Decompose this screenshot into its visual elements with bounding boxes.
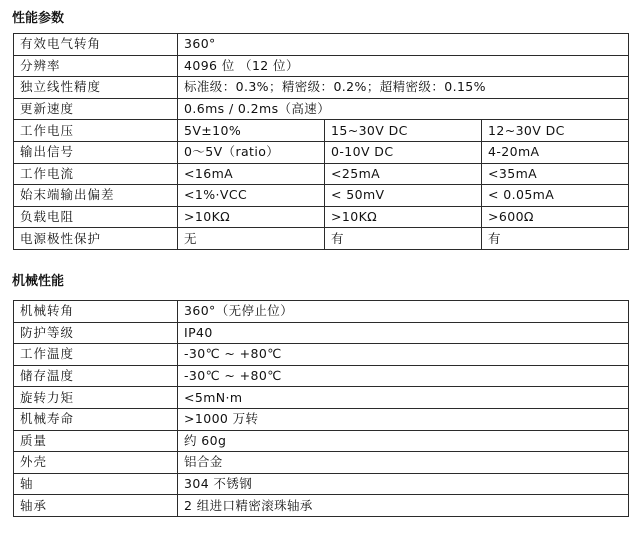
- table-row: [14, 77, 629, 99]
- spec-value: <35mA: [482, 163, 629, 185]
- spec-value: 0.6ms / 0.2ms（高速）: [178, 98, 629, 120]
- spec-value: 360°: [178, 34, 629, 56]
- table-row: [14, 34, 629, 56]
- spec-label: 轴: [14, 473, 178, 495]
- spec-label: 防护等级: [14, 322, 178, 344]
- spec-label: 工作温度: [14, 344, 178, 366]
- spec-value: 360°（无停止位）: [178, 301, 629, 323]
- table-row: [14, 120, 629, 142]
- spec-label: 储存温度: [14, 365, 178, 387]
- table-row: [14, 495, 629, 517]
- spec-label: 始末端输出偏差: [14, 185, 178, 207]
- spec-value: >10KΩ: [178, 206, 325, 228]
- spec-value: <25mA: [325, 163, 482, 185]
- spec-value: 有: [325, 228, 482, 250]
- spec-value: 4-20mA: [482, 141, 629, 163]
- spec-label: 工作电压: [14, 120, 178, 142]
- table-row: [14, 228, 629, 250]
- table-row: [14, 55, 629, 77]
- spec-value: -30℃ ~ +80℃: [178, 365, 629, 387]
- table-row: [14, 185, 629, 207]
- spec-label: 独立线性精度: [14, 77, 178, 99]
- spec-label: 负载电阻: [14, 206, 178, 228]
- spec-label: 外壳: [14, 452, 178, 474]
- spec-label: 轴承: [14, 495, 178, 517]
- spec-label: 旋转力矩: [14, 387, 178, 409]
- table-row: [14, 141, 629, 163]
- table-row: [14, 365, 629, 387]
- spec-value: -30℃ ~ +80℃: [178, 344, 629, 366]
- spec-value: 0-10V DC: [325, 141, 482, 163]
- spec-label: 工作电流: [14, 163, 178, 185]
- spec-label: 更新速度: [14, 98, 178, 120]
- table-row: [14, 452, 629, 474]
- spec-value: 4096 位 （12 位）: [178, 55, 629, 77]
- mechanical-spec-table: [13, 300, 629, 517]
- spec-value: 15~30V DC: [325, 120, 482, 142]
- spec-value: 铝合金: [178, 452, 629, 474]
- spec-value: 约 60g: [178, 430, 629, 452]
- performance-section-title: 性能参数: [12, 11, 65, 26]
- spec-value: IP40: [178, 322, 629, 344]
- spec-value: 12~30V DC: [482, 120, 629, 142]
- spec-label: 机械转角: [14, 301, 178, 323]
- table-row: [14, 322, 629, 344]
- spec-value: <16mA: [178, 163, 325, 185]
- spec-value: < 0.05mA: [482, 185, 629, 207]
- spec-value: 有: [482, 228, 629, 250]
- table-row: [14, 408, 629, 430]
- table-row: [14, 206, 629, 228]
- spec-value: 2 组进口精密滚珠轴承: [178, 495, 629, 517]
- spec-value: 304 不锈钢: [178, 473, 629, 495]
- table-row: [14, 473, 629, 495]
- spec-label: 机械寿命: [14, 408, 178, 430]
- table-row: [14, 430, 629, 452]
- spec-label: 有效电气转角: [14, 34, 178, 56]
- performance-spec-table: [13, 33, 629, 250]
- spec-value: >600Ω: [482, 206, 629, 228]
- spec-value: >10KΩ: [325, 206, 482, 228]
- spec-value: <5mN·m: [178, 387, 629, 409]
- spec-value: < 50mV: [325, 185, 482, 207]
- table-row: [14, 301, 629, 323]
- spec-value: 标准级：0.3%；精密级：0.2%；超精密级：0.15%: [178, 77, 629, 99]
- spec-label: 输出信号: [14, 141, 178, 163]
- table-row: [14, 387, 629, 409]
- spec-value: 无: [178, 228, 325, 250]
- mechanical-section-title: 机械性能: [12, 274, 65, 289]
- table-row: [14, 163, 629, 185]
- spec-label: 质量: [14, 430, 178, 452]
- spec-value: <1%·VCC: [178, 185, 325, 207]
- spec-value: 0～5V（ratio）: [178, 141, 325, 163]
- spec-label: 电源极性保护: [14, 228, 178, 250]
- table-row: [14, 98, 629, 120]
- spec-value: >1000 万转: [178, 408, 629, 430]
- spec-label: 分辨率: [14, 55, 178, 77]
- spec-value: 5V±10%: [178, 120, 325, 142]
- table-row: [14, 344, 629, 366]
